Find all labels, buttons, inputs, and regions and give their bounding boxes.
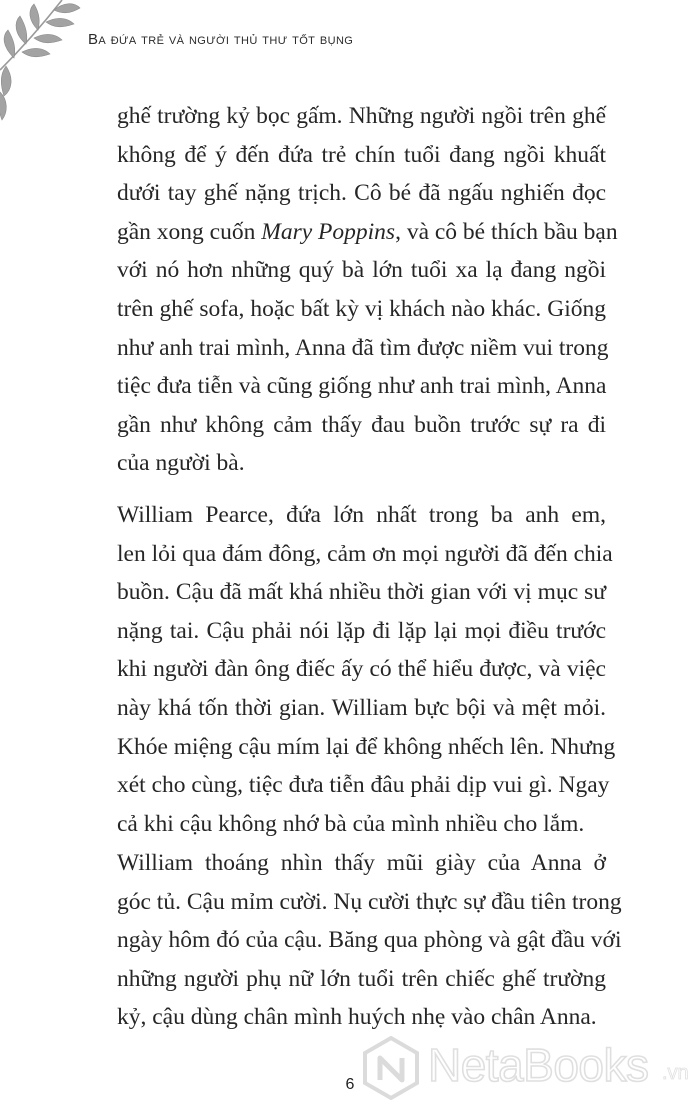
text-line [117, 612, 606, 651]
text-line [117, 921, 622, 960]
text-span: gần như không cảm thấy đau buồn trước sự ra đi [117, 411, 606, 438]
text-span: với nó hơn những quý bà lớn tuổi xa lạ đang ngồi [117, 257, 606, 284]
text-line [117, 367, 606, 406]
netabooks-watermark [362, 1030, 700, 1110]
text-line [117, 97, 606, 136]
text-line [117, 406, 606, 445]
text-span: William thoáng nhìn thấy mũi giày của Anna ở [117, 850, 606, 876]
text-span: dưới tay ghế nặng trịch. Cô bé đã ngấu nghiến đọc [117, 180, 606, 207]
watermark-brand: NetaBooks [428, 1039, 649, 1091]
text-line [117, 883, 622, 922]
text-line [117, 689, 606, 728]
text-line [117, 805, 606, 844]
text-span: len lỏi qua đám đông, cảm ơn mọi người đã đến chia [117, 540, 613, 567]
text-span: này khá tốn thời gian. William bực bội và mệt mỏi. [117, 694, 606, 721]
text-line [117, 290, 606, 329]
text-line [117, 535, 613, 574]
text-line [117, 329, 609, 368]
text-line [117, 136, 606, 175]
running-header: Ba đứa trẻ và người thủ thư tốt bụng [88, 31, 354, 48]
text-span: ghế trường kỷ bọc gấm. Những người ngồi trên ghế [117, 103, 606, 129]
text-span: xét cho cùng, tiệc đưa tiễn đâu phải dịp vui gì. Ngay [117, 772, 610, 799]
text-span: William Pearce, đứa lớn nhất trong ba anh em, [117, 502, 606, 528]
watermark-suffix: .vn [662, 1062, 689, 1084]
text-span: những người phụ nữ lớn tuổi trên chiếc ghế trường [117, 965, 606, 992]
paragraph-2 [117, 496, 616, 843]
text-line [117, 960, 606, 999]
leafy-branch-icon [0, 0, 120, 130]
text-span: gần xong cuốn [117, 218, 262, 245]
text-line [117, 213, 618, 252]
text-span: buồn. Cậu đã mất khá nhiều thời gian với vị mục sư [117, 579, 606, 606]
book-title-italic: Mary Poppins [261, 218, 396, 245]
text-span: của người bà. [117, 450, 245, 477]
text-span: cả khi cậu không nhớ bà của mình nhiều cho lắm. [117, 810, 585, 837]
text-line [117, 444, 606, 483]
text-span: không để ý đến đứa trẻ chín tuổi đang ngồi khuất [117, 141, 606, 168]
text-span: góc tủ. Cậu mỉm cười. Nụ cười thực sự đầu tiên trong [117, 888, 622, 915]
text-span: , và cô bé thích bầu bạn [395, 218, 618, 245]
page-number: 6 [345, 1076, 355, 1093]
text-line [117, 251, 606, 290]
text-line [117, 844, 606, 883]
text-span: ngày hôm đó của cậu. Băng qua phòng và gật đầu với [117, 927, 622, 954]
text-line [117, 728, 616, 767]
text-span: Khóe miệng cậu mím lại để không nhếch lên. Nhưng [117, 733, 616, 760]
text-line [117, 573, 606, 612]
text-span: tiệc đưa tiễn và cũng giống như anh trai mình, Anna [117, 373, 607, 400]
text-line [117, 998, 606, 1037]
paragraph-1 [117, 97, 618, 483]
text-line [117, 650, 606, 689]
text-span: nặng tai. Cậu phải nói lặp đi lặp lại mọi điều trước [117, 617, 606, 644]
text-line [117, 766, 610, 805]
paragraph-3 [117, 844, 622, 1037]
text-line [117, 174, 606, 213]
text-span: như anh trai mình, Anna đã tìm được niềm vui trong [117, 334, 609, 361]
text-line [117, 496, 606, 535]
text-span: trên ghế sofa, hoặc bất kỳ vị khách nào khác. Giống [117, 295, 606, 322]
text-span: kỷ, cậu dùng chân mình huých nhẹ vào chân Anna. [117, 1004, 597, 1031]
text-span: khi người đàn ông điếc ấy có thể hiểu được, và việc [117, 656, 606, 683]
